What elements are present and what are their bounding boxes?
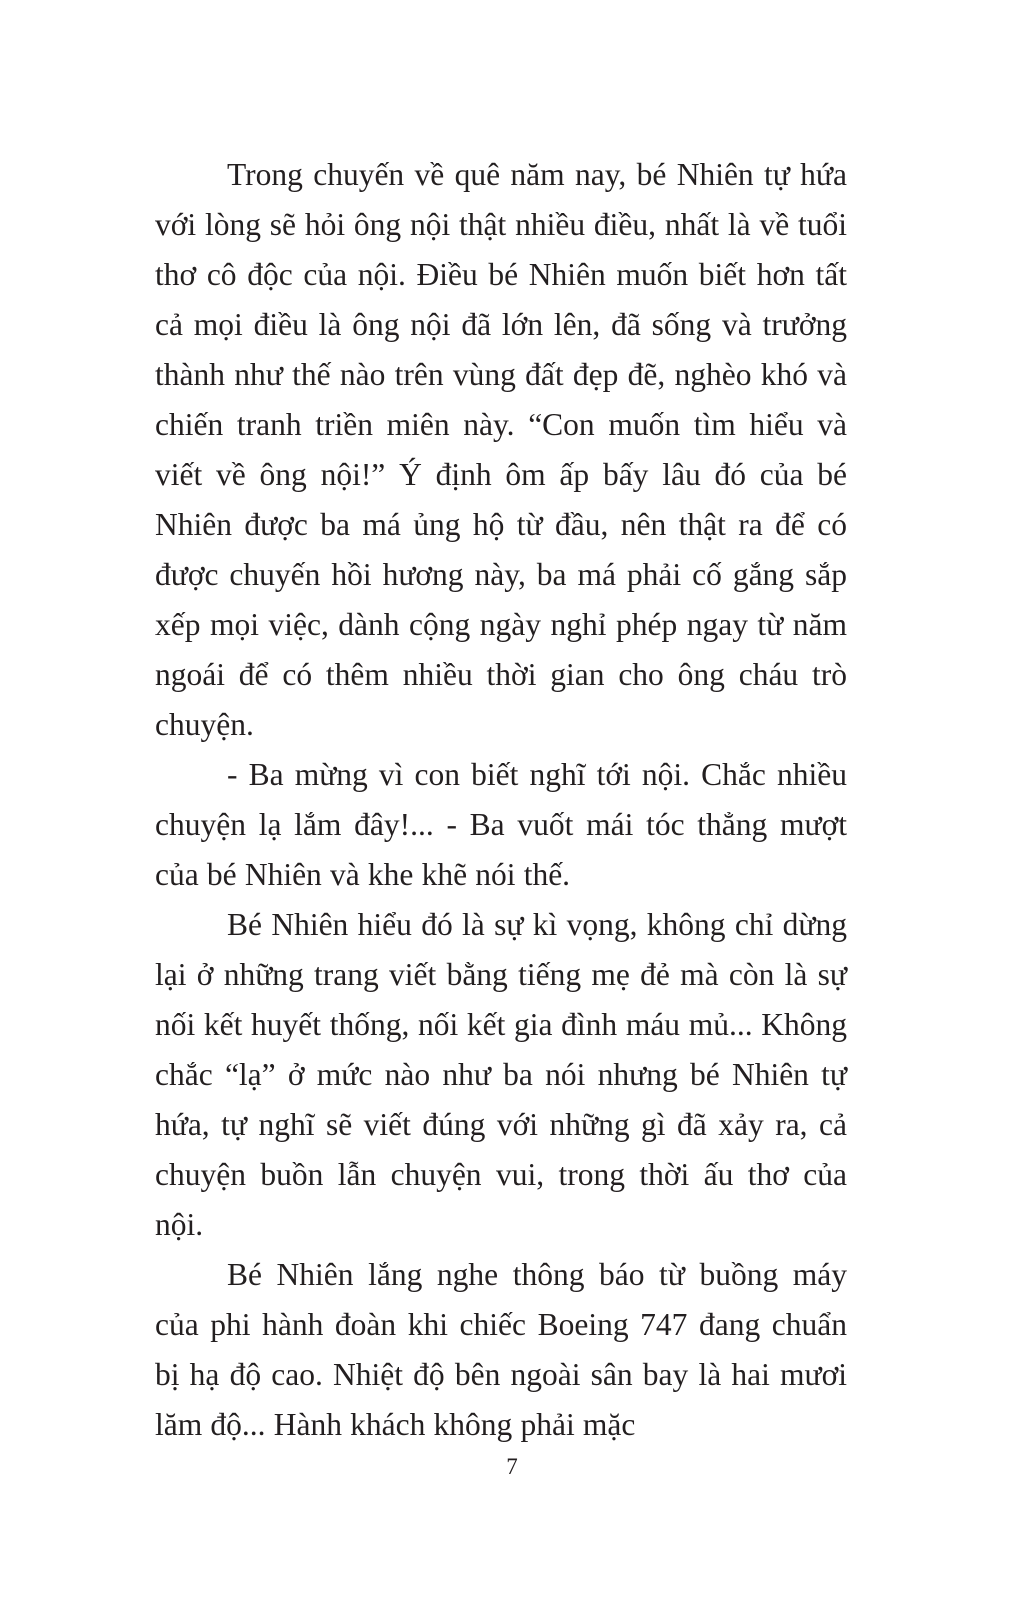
body-paragraph: Bé Nhiên hiểu đó là sự kì vọng, không chỉ dừng lại ở những trang viết bằng tiếng mẹ đẻ mà còn là sự nối kết huyết thống, nối kết gia đình máu mủ... Không chắc “lạ” ở mức nào như ba nói nhưng bé Nhiên tự hứa, tự nghĩ sẽ viết đúng với những gì đã xảy ra, cả chuyện buồn lẫn chuyện vui, trong thời ấu thơ của nội. bbox=[155, 907, 847, 1242]
body-paragraph: Bé Nhiên lắng nghe thông báo từ buồng máy của phi hành đoàn khi chiếc Boeing 747 đang chuẩn bị hạ độ cao. Nhiệt độ bên ngoài sân bay là hai mươi lăm độ... Hành khách không phải mặc bbox=[155, 1257, 847, 1442]
body-paragraph: - Ba mừng vì con biết nghĩ tới nội. Chắc nhiều chuyện lạ lắm đây!... - Ba vuốt mái tóc thẳng mượt của bé Nhiên và khe khẽ nói thế. bbox=[155, 757, 847, 892]
page-number: 7 bbox=[506, 1454, 518, 1479]
page-text-block bbox=[155, 150, 847, 1450]
body-paragraph: Trong chuyến về quê năm nay, bé Nhiên tự hứa với lòng sẽ hỏi ông nội thật nhiều điều, nhất là về tuổi thơ cô độc của nội. Điều bé Nhiên muốn biết hơn tất cả mọi điều là ông nội đã lớn lên, đã sống và trưởng thành như thế nào trên vùng đất đẹp đẽ, nghèo khó và chiến tranh triền miên này. “Con muốn tìm hiểu và viết về ông nội!” Ý định ôm ấp bấy lâu đó của bé Nhiên được ba má ủng hộ từ đầu, nên thật ra để có được chuyến hồi hương này, ba má phải cố gắng sắp xếp mọi việc, dành cộng ngày nghỉ phép ngay từ năm ngoái để có thêm nhiều thời gian cho ông cháu trò chuyện. bbox=[155, 157, 847, 742]
